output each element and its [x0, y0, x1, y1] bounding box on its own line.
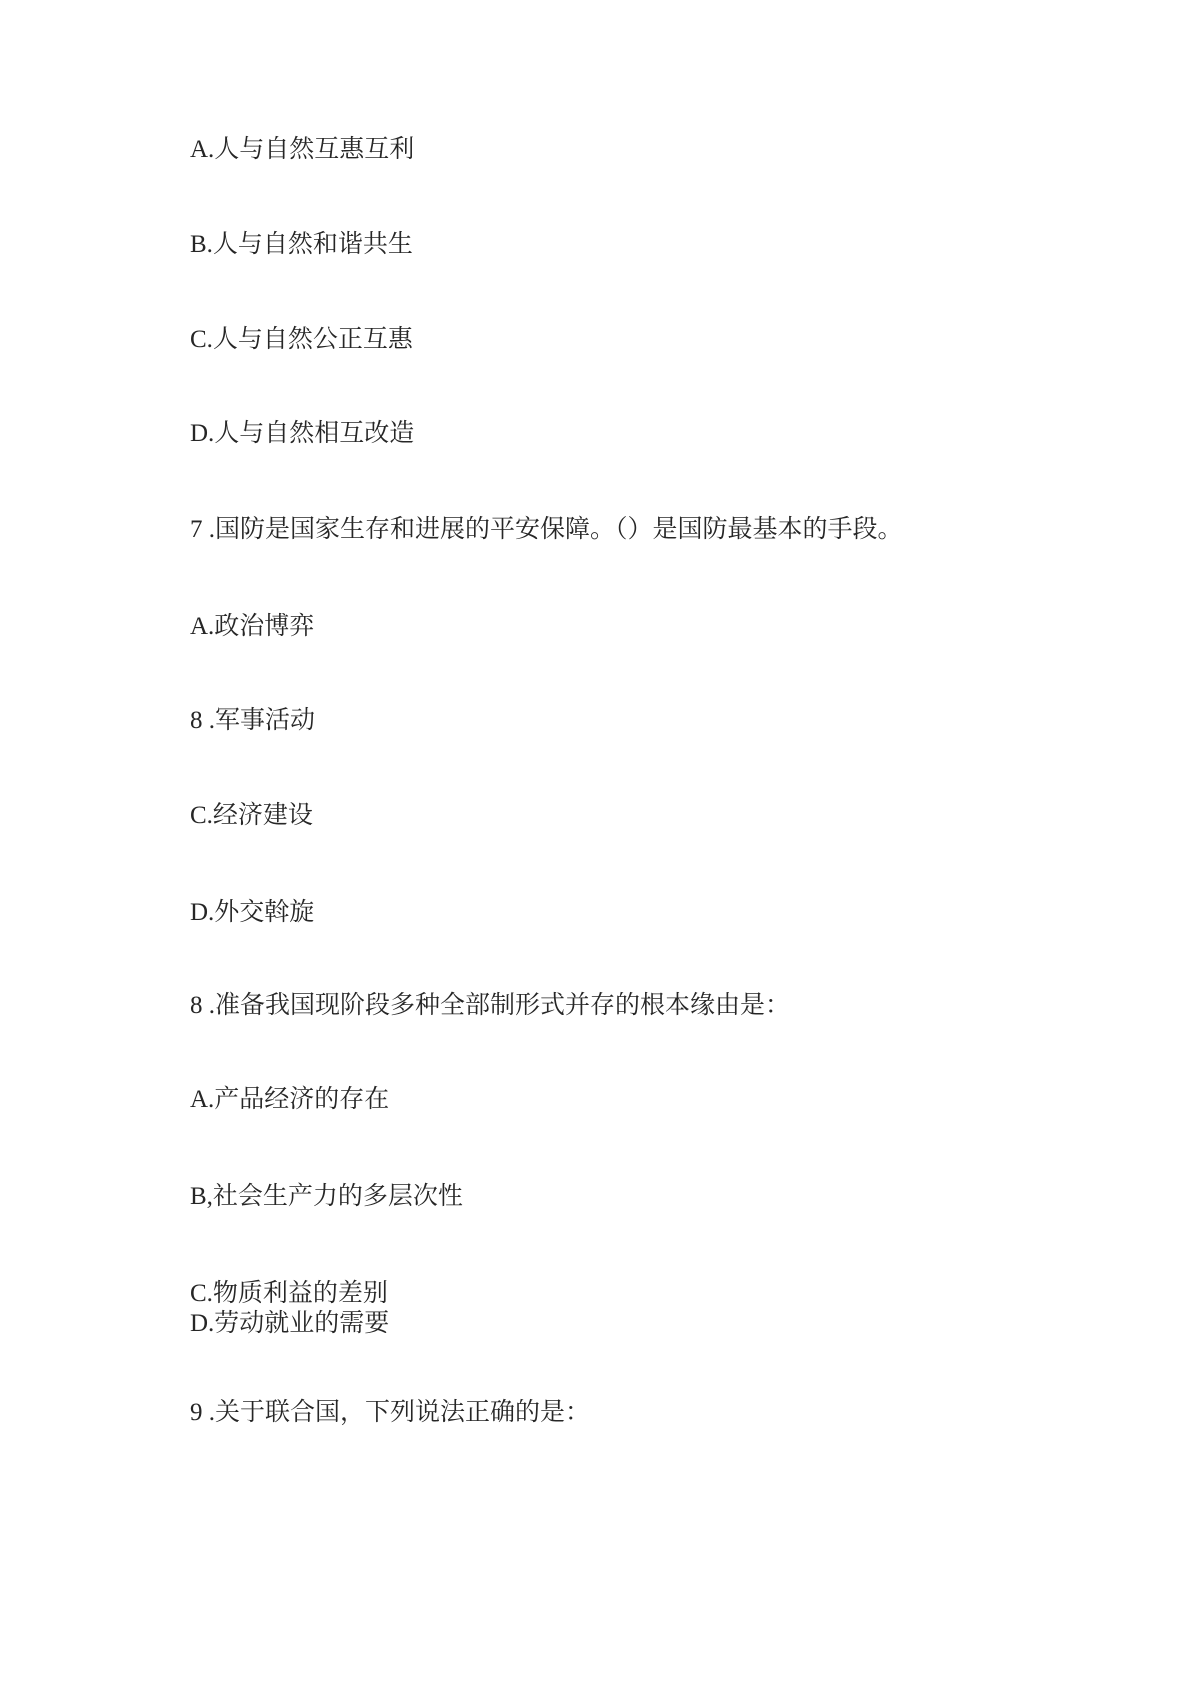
option-line-a: A.人与自然互惠互利	[190, 136, 415, 163]
option-line-q7-d: D.外交斡旋	[190, 899, 315, 926]
question-line-9: 9 .关于联合国，下列说法正确的是：	[190, 1399, 591, 1426]
option-line-q8-a: A.产品经济的存在	[190, 1086, 390, 1113]
option-line-q7-c: C.经济建设	[190, 802, 313, 829]
option-line-b: B.人与自然和谐共生	[190, 231, 413, 258]
option-line-q7-a: A.政治博弈	[190, 613, 315, 640]
option-line-q8-d: D.劳动就业的需要	[190, 1310, 390, 1337]
question-line-7: 7 .国防是国家生存和进展的平安保障。（）是国防最基本的手段。	[190, 516, 903, 543]
option-line-d: D.人与自然相互改造	[190, 420, 415, 447]
question-line-8: 8 .准备我国现阶段多种全部制形式并存的根本缘由是：	[190, 992, 791, 1019]
option-line-q7-b: 8 .军事活动	[190, 707, 316, 734]
option-line-c: C.人与自然公正互惠	[190, 326, 413, 353]
option-line-q8-c: C.物质利益的差别	[190, 1280, 388, 1307]
option-line-q8-b: B,社会生产力的多层次性	[190, 1183, 463, 1210]
